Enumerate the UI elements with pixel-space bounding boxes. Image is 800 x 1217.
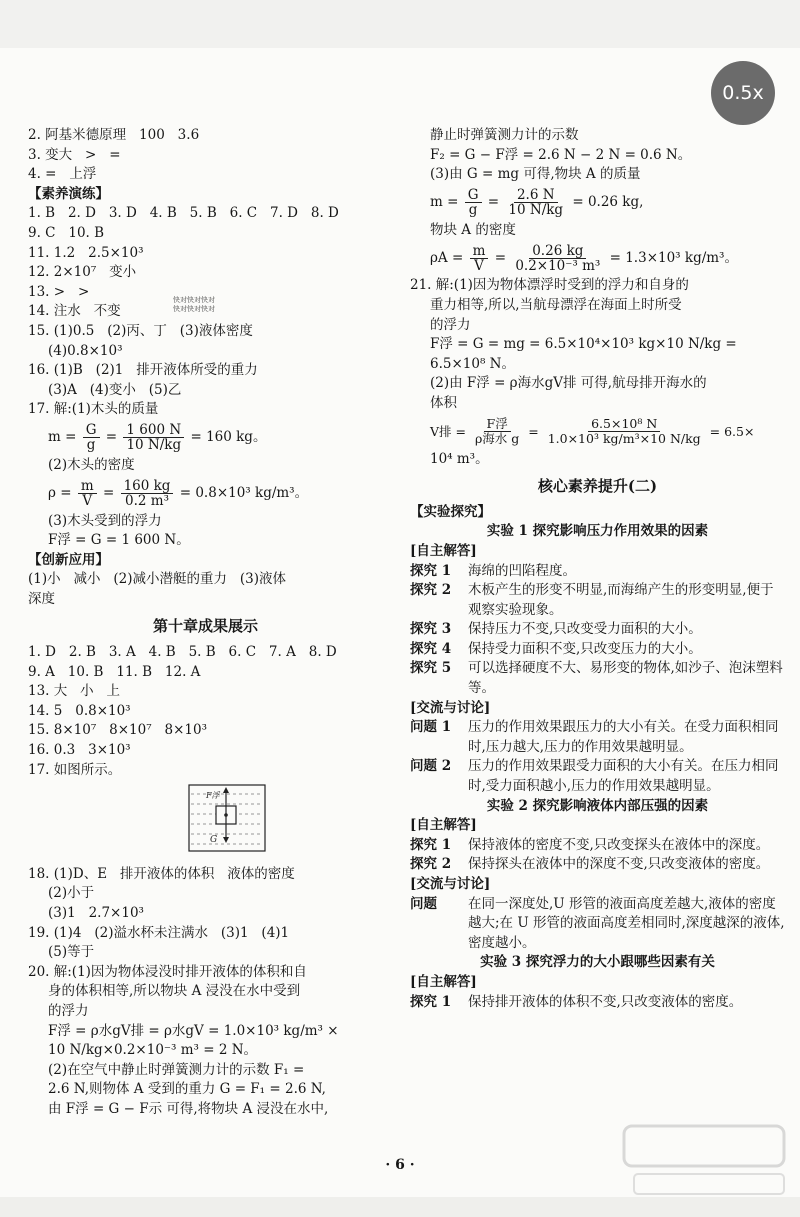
answer-line: 17. 如图所示。 [28, 761, 122, 778]
section-tag: 【实验探究】 [410, 503, 491, 520]
answer-line: 1. B 2. D 3. D 4. B 5. B 6. C 7. D 8. D [28, 205, 339, 222]
section-title: 第十章成果展示 [152, 617, 258, 636]
section-tag: 【创新应用】 [28, 551, 109, 568]
formula-text: = 0.26 kg, [568, 193, 644, 210]
right-column [410, 126, 785, 1012]
answer-line: 物块 A 的密度 [430, 221, 516, 238]
experiment-title: 实验 1 探究影响压力作用效果的因素 [486, 523, 709, 540]
qa-label: 问题 2 [410, 758, 452, 775]
bottom-bar [0, 1197, 800, 1217]
section-tag: [自主解答] [410, 542, 477, 559]
section-tag: [自主解答] [410, 973, 477, 990]
answer-line: 的浮力 [48, 1002, 89, 1019]
answer-line: 15. (1)0.5 (2)丙、丁 (3)液体密度 [28, 322, 253, 339]
formula-line [410, 414, 785, 450]
qa-label: 探究 1 [410, 993, 452, 1010]
section-tag: 【素养演练】 [28, 185, 109, 202]
fraction-numerator: 1 600 N [123, 423, 184, 438]
qa-item [410, 836, 785, 856]
answer-line: 16. (1)B (2)1 排开液体所受的重力 [28, 362, 258, 379]
answer-line: 4. = 上浮 [28, 166, 97, 183]
answer-line: (2)在空气中静止时弹簧测力计的示数 F₁ = [48, 1061, 305, 1078]
answer-line: 10 N/kg×0.2×10⁻³ m³ = 2 N。 [48, 1042, 258, 1059]
answer-line: 静止时弹簧测力计的示数 [430, 127, 579, 143]
answer-line: 体积 [430, 394, 457, 411]
left-column [28, 126, 383, 1120]
qa-label: 探究 1 [410, 562, 452, 579]
qa-text: 在同一深度处,U 形管的液面高度差越大,液体的密度越大;在 U 形管的液面高度差相同时,深度越深的液体,密度越小。 [468, 895, 785, 951]
qa-item [410, 718, 785, 757]
answer-line: (2)由 F浮 = ρ海水gV排 可得,航母排开海水的 [430, 375, 707, 392]
fraction-numerator: m [78, 479, 97, 494]
formula-text: = 160 kg。 [186, 429, 267, 446]
answer-line: 由 F浮 = G − F示 可得,将物块 A 浸没在水中, [48, 1100, 329, 1117]
formula-text: = [101, 429, 122, 446]
section-tag: [交流与讨论] [410, 699, 491, 716]
fraction-numerator: m [470, 244, 489, 259]
formula-line [410, 185, 785, 221]
answer-line: 深度 [28, 590, 55, 607]
answer-line: F浮 = G = mg = 6.5×10⁴×10³ kg×10 N/kg = [430, 336, 737, 353]
qa-label: 探究 3 [410, 621, 452, 638]
answer-line: 20. 解:(1)因为物体浸没时排开液体的体积和自 [28, 963, 307, 980]
answer-line: (3)由 G = mg 可得,物块 A 的质量 [430, 166, 641, 183]
qa-text: 保持排开液体的体积不变,只改变液体的密度。 [468, 993, 743, 1010]
qa-label: 问题 [410, 895, 437, 912]
page-number: · 6 · [385, 1157, 415, 1173]
stamp-line: 快对快对快对 [173, 305, 215, 313]
gravity-label: G [210, 835, 218, 846]
fraction-denominator: g [86, 437, 96, 454]
fraction-numerator: G [465, 188, 482, 203]
formula-line [28, 476, 383, 512]
formula-text: m = [430, 193, 463, 210]
watermark-logo [620, 1120, 790, 1200]
fraction-numerator: 6.5×10⁸ N [588, 417, 660, 432]
answer-line: 11. 1.2 2.5×10³ [28, 244, 144, 261]
section-tag: [自主解答] [410, 817, 477, 834]
answer-line: 16. 0.3 3×10³ [28, 742, 131, 759]
qa-label: 探究 2 [410, 582, 452, 599]
qa-label: 探究 1 [410, 836, 452, 853]
answer-line: (5)等于 [48, 944, 95, 961]
fraction [512, 244, 603, 273]
qa-text: 压力的作用效果跟受力面积的大小有关。在压力相同时,受力面积越小,压力的作用效果越明显。 [468, 758, 779, 795]
answer-line: 3. 变大 > = [28, 146, 121, 163]
qa-text: 海绵的凹陷程度。 [468, 562, 576, 579]
formula-text: = 6.5× [705, 423, 755, 439]
fraction-denominator: g [468, 202, 478, 219]
qa-item [410, 562, 785, 582]
answer-line: F浮 = ρ水gV排 = ρ水gV = 1.0×10³ kg/m³ × [48, 1022, 339, 1039]
fraction [470, 244, 489, 273]
answer-line: (2)小于 [48, 885, 95, 902]
fraction-denominator: 10 N/kg [126, 437, 182, 454]
answer-line: 9. A 10. B 11. B 12. A [28, 663, 201, 680]
qa-text: 保持压力不变,只改变受力面积的大小。 [468, 621, 702, 638]
answer-line: 的浮力 [430, 316, 471, 333]
qa-text: 保持液体的密度不变,只改变探头在液体中的深度。 [468, 836, 770, 853]
answer-line: F₂ = G − F浮 = 2.6 N − 2 N = 0.6 N。 [430, 146, 692, 163]
answer-line: F浮 = G = 1 600 N。 [48, 532, 190, 549]
formula-text: ρA = [430, 249, 468, 266]
fraction-numerator: F浮 [484, 417, 511, 432]
fraction [78, 479, 97, 508]
formula-text: V排 = [430, 423, 470, 439]
formula-text: = [483, 193, 504, 210]
qa-item [410, 757, 785, 796]
fraction-denominator: 0.2 m³ [125, 493, 169, 509]
fraction [123, 423, 184, 452]
fraction [472, 417, 522, 446]
buoyancy-diagram [188, 784, 266, 852]
answer-line: 10⁴ m³。 [430, 450, 489, 467]
answer-line: 19. (1)4 (2)溢水杯未注满水 (3)1 (4)1 [28, 924, 290, 941]
formula-text: ρ = [48, 484, 76, 501]
top-bar [0, 0, 800, 48]
formula-line [410, 240, 785, 276]
qa-item [410, 993, 785, 1013]
playback-speed-button[interactable]: 0.5x [711, 61, 775, 125]
answer-line: 身的体积相等,所以物块 A 浸没在水中受到 [48, 983, 301, 1000]
qa-label: 问题 1 [410, 719, 452, 736]
fraction-numerator: 0.26 kg [529, 244, 586, 259]
formula-text: = [98, 484, 119, 501]
answer-line: (3)木头受到的浮力 [48, 512, 162, 529]
section-title: 核心素养提升(二) [537, 477, 658, 496]
experiment-title: 实验 3 探究浮力的大小跟哪些因素有关 [480, 954, 715, 971]
fraction [545, 417, 704, 446]
fraction-numerator: 160 kg [121, 479, 174, 494]
stamp-text [173, 296, 215, 314]
answer-line: (3)A (4)变小 (5)乙 [48, 381, 182, 398]
answer-line: 9. C 10. B [28, 224, 105, 241]
buoyant-force-label: F浮 [206, 791, 220, 801]
qa-label: 探究 5 [410, 660, 452, 677]
formula-line [28, 420, 383, 456]
fraction-denominator: 10 N/kg [508, 202, 564, 219]
qa-item [410, 640, 785, 660]
qa-item [410, 659, 785, 698]
answer-line: 17. 解:(1)木头的质量 [28, 401, 159, 418]
fraction-denominator: ρ海水 g [474, 431, 520, 447]
fraction-numerator: G [83, 423, 100, 438]
answer-line: 21. 解:(1)因为物体漂浮时受到的浮力和自身的 [410, 277, 689, 294]
fraction-numerator: 2.6 N [514, 188, 558, 203]
answer-line: 重力相等,所以,当航母漂浮在海面上时所受 [430, 296, 682, 313]
answer-line: 6.5×10⁸ N。 [430, 355, 515, 372]
answer-line: 12. 2×10⁷ 变小 [28, 264, 137, 281]
fraction-denominator: 0.2×10⁻³ m³ [515, 257, 601, 274]
section-tag: [交流与讨论] [410, 876, 491, 892]
fraction-denominator: V [82, 493, 93, 509]
formula-text: = [490, 249, 511, 266]
answer-line: 13. > > [28, 283, 90, 300]
fraction [505, 188, 566, 217]
answer-line: 18. (1)D、E 排开液体的体积 液体的密度 [28, 865, 295, 882]
answer-line: (1)小 减小 (2)减小潜艇的重力 (3)液体 [28, 571, 286, 588]
qa-text: 保持探头在液体中的深度不变,只改变液体的密度。 [468, 856, 770, 873]
stamp-line: 快对快对快对 [173, 296, 215, 304]
qa-item [410, 581, 785, 620]
experiment-title: 实验 2 探究影响液体内部压强的因素 [486, 797, 709, 814]
qa-text: 保持受力面积不变,只改变压力的大小。 [468, 640, 702, 657]
qa-text: 可以选择硬度不大、易形变的物体,如沙子、泡沫塑料等。 [468, 660, 783, 697]
answer-line: (2)木头的密度 [48, 456, 135, 473]
qa-label: 探究 2 [410, 856, 452, 873]
qa-text: 木板产生的形变不明显,而海绵产生的形变明显,便于观察实验现象。 [468, 582, 774, 618]
answer-line: 1. D 2. B 3. A 4. B 5. B 6. C 7. A 8. D [28, 644, 337, 661]
fraction [121, 479, 174, 508]
answer-line: 14. 注水 不变 [28, 303, 121, 320]
answer-line: 13. 大 小 上 [28, 683, 121, 700]
qa-item [410, 620, 785, 640]
qa-text: 压力的作用效果跟压力的大小有关。在受力面积相同时,压力越大,压力的作用效果越明显。 [468, 719, 779, 755]
answer-line: 14. 5 0.8×10³ [28, 702, 131, 719]
formula-text: m = [48, 429, 81, 446]
qa-label: 探究 4 [410, 640, 452, 657]
answer-line: 15. 8×10⁷ 8×10⁷ 8×10³ [28, 722, 207, 739]
answer-line: 2. 阿基米德原理 100 3.6 [28, 127, 200, 143]
qa-item [410, 855, 785, 875]
fraction-denominator: V [474, 257, 484, 274]
qa-item [410, 895, 785, 954]
formula-text: = 0.8×10³ kg/m³。 [175, 484, 309, 501]
fraction [465, 188, 482, 217]
formula-text: = [524, 423, 543, 439]
answer-line: (4)0.8×10³ [48, 342, 123, 359]
answer-line: 2.6 N,则物体 A 受到的重力 G = F₁ = 2.6 N, [48, 1081, 326, 1098]
fraction [83, 423, 100, 452]
answer-line: (3)1 2.7×10³ [48, 905, 144, 921]
formula-text: = 1.3×10³ kg/m³。 [605, 249, 738, 266]
fraction-denominator: 1.0×10³ kg/m³×10 N/kg [547, 431, 701, 447]
